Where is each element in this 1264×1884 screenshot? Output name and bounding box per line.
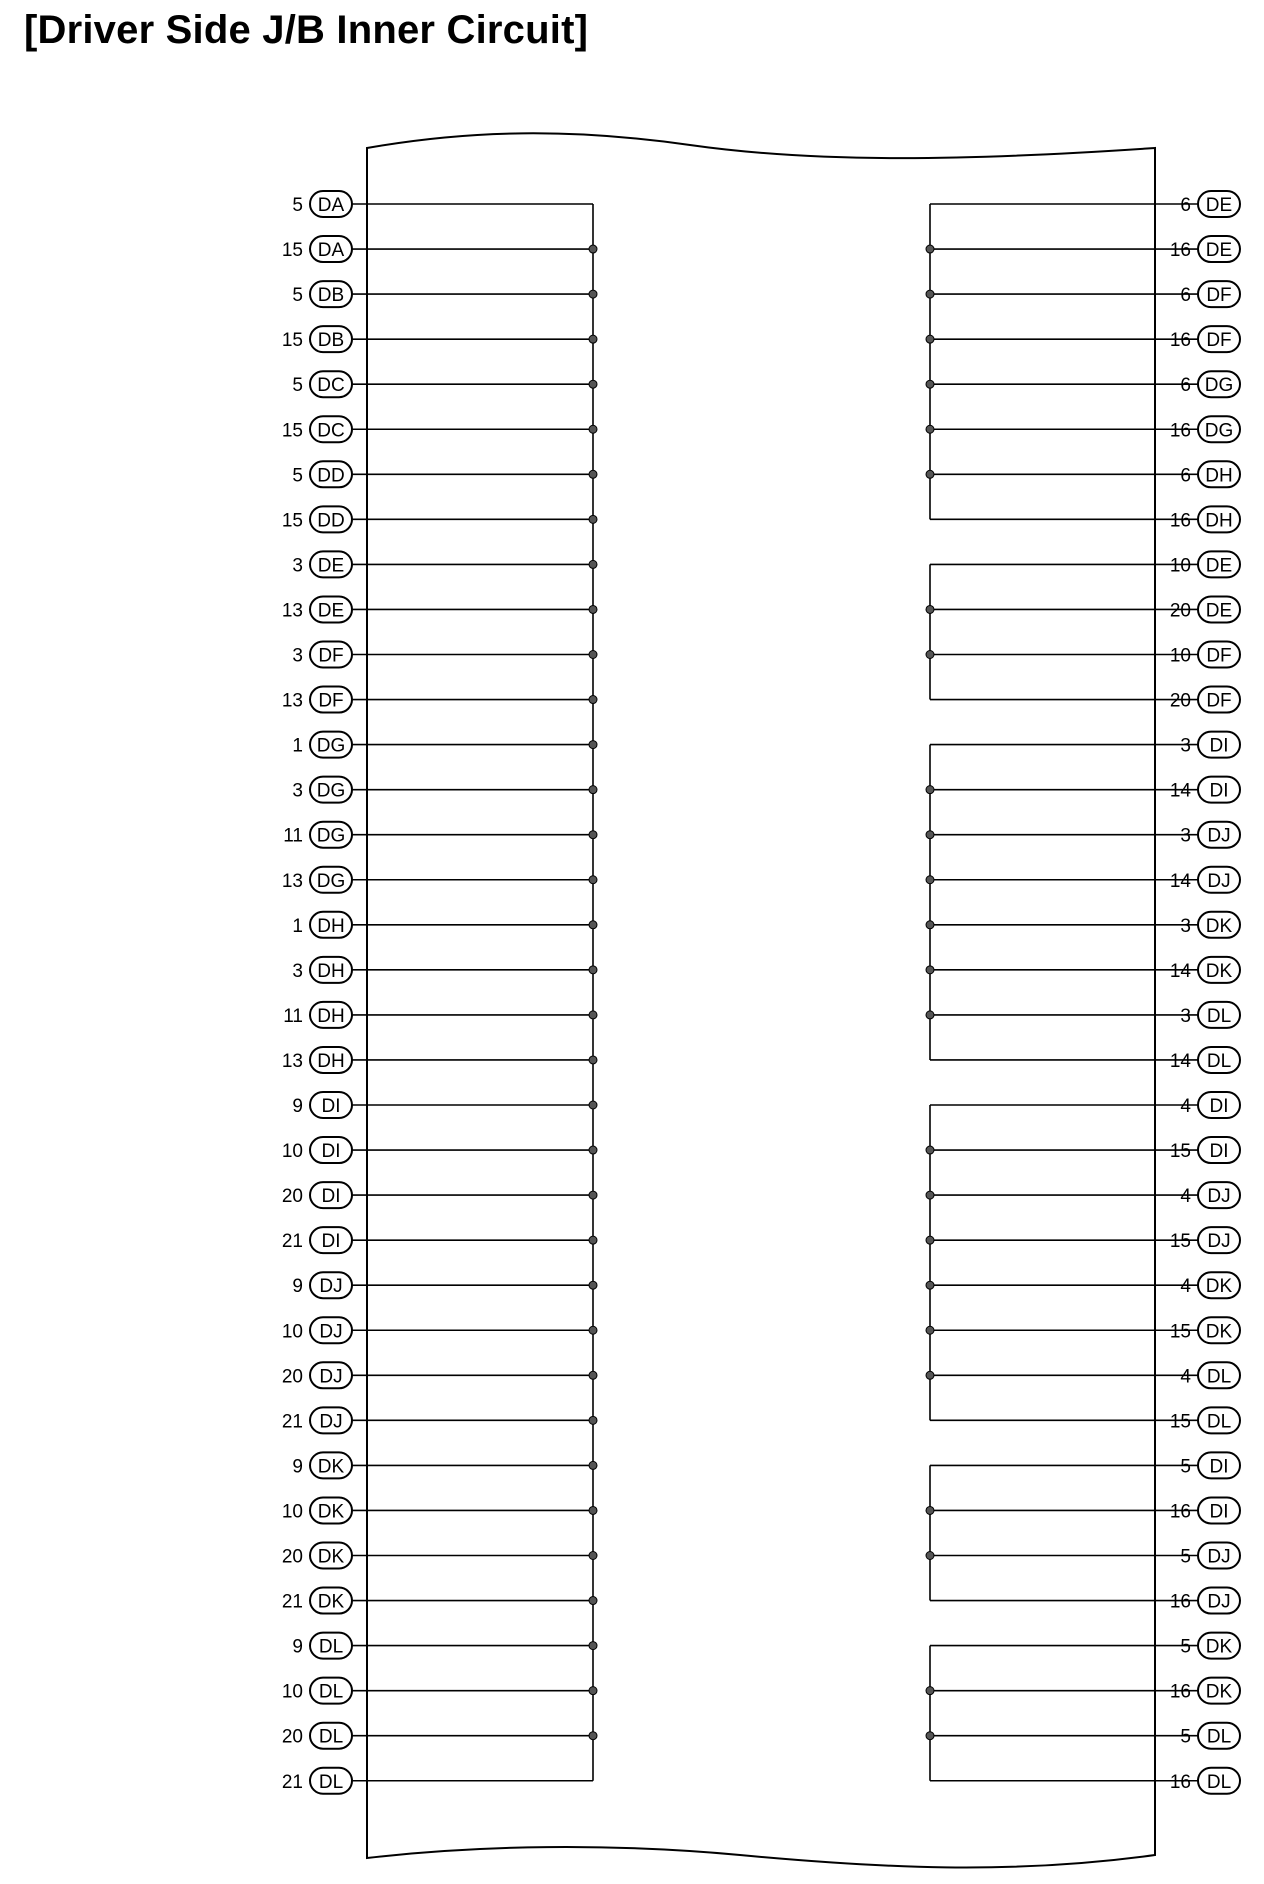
terminal-left-6: [282, 416, 352, 442]
page-title: [Driver Side J/B Inner Circuit]: [24, 8, 589, 52]
junction-dot: [926, 921, 934, 929]
junction-dot: [589, 335, 597, 343]
pin-number: 13: [281, 870, 303, 892]
pin-number: 3: [1180, 1005, 1191, 1027]
terminal-right-25: [1180, 1272, 1240, 1298]
pin-number: 11: [283, 825, 303, 847]
junction-dot: [589, 560, 597, 568]
junction-dot: [589, 1281, 597, 1289]
terminal-right-9: [1170, 551, 1240, 577]
junction-dot: [589, 605, 597, 613]
junction-dot: [589, 380, 597, 388]
terminal-left-1: [292, 191, 352, 217]
terminal-right-2: [1170, 236, 1240, 262]
pin-number: 5: [1180, 1456, 1191, 1478]
pin-number: 14: [1169, 780, 1191, 802]
junction-dot: [589, 1371, 597, 1379]
terminal-right-1: [1180, 191, 1240, 217]
junction-dot: [926, 1236, 934, 1244]
connector-code: DG: [316, 825, 346, 847]
connector-code: DJ: [1207, 1546, 1231, 1568]
connector-code: DL: [1206, 1771, 1232, 1793]
pin-number: 13: [281, 1050, 303, 1072]
connector-code: DG: [316, 780, 346, 802]
terminal-right-19: [1180, 1002, 1240, 1028]
junction-dot: [589, 831, 597, 839]
junction-dot: [926, 831, 934, 839]
terminal-left-29: [292, 1452, 352, 1478]
connector-code: DI: [321, 1096, 341, 1117]
terminal-right-6: [1170, 416, 1240, 442]
connector-code: DE: [1205, 555, 1233, 577]
junction-dot: [926, 335, 934, 343]
junction-dot: [926, 1281, 934, 1289]
junction-dot: [589, 741, 597, 749]
terminal-right-29: [1180, 1452, 1240, 1478]
connector-code: DI: [1209, 780, 1229, 802]
pin-number: 4: [1180, 1276, 1191, 1298]
pin-number: 9: [292, 1636, 303, 1658]
connector-code: DJ: [1207, 1591, 1231, 1613]
pin-number: 3: [292, 645, 303, 667]
terminal-left-17: [292, 912, 352, 938]
connector-code: DL: [1206, 1366, 1232, 1388]
terminal-left-15: [283, 822, 352, 848]
connector-code: DI: [321, 1186, 341, 1208]
connector-code: DK: [1205, 915, 1233, 937]
connector-code: DE: [1205, 195, 1233, 216]
connector-code: DJ: [1207, 1186, 1231, 1208]
junction-dot: [589, 966, 597, 974]
junction-dot: [589, 921, 597, 929]
terminal-right-10: [1170, 596, 1240, 622]
pin-number: 20: [281, 1366, 303, 1388]
junction-dot: [589, 1416, 597, 1424]
junction-dot: [589, 1056, 597, 1064]
junction-dot: [926, 1552, 934, 1560]
connector-code: DI: [1209, 1096, 1229, 1117]
terminal-left-36: [282, 1768, 352, 1794]
junction-dot: [926, 1011, 934, 1019]
connector-code: DI: [1209, 1141, 1229, 1163]
pin-number: 6: [1180, 285, 1191, 307]
connector-code: DJ: [1207, 870, 1231, 892]
terminal-left-32: [282, 1588, 352, 1614]
connector-code: DG: [316, 735, 346, 757]
connector-code: DK: [1205, 1681, 1233, 1703]
pin-number: 1: [292, 735, 303, 757]
terminal-right-7: [1180, 461, 1240, 487]
pin-number: 15: [1169, 1231, 1191, 1253]
pin-number: 13: [281, 600, 303, 622]
terminal-left-16: [282, 867, 352, 893]
junction-dot: [589, 1552, 597, 1560]
pin-number: 20: [281, 1726, 303, 1748]
junction-dot: [589, 1687, 597, 1695]
junction-dot: [589, 786, 597, 794]
connector-code: DJ: [319, 1321, 343, 1343]
connector-code: DJ: [319, 1366, 343, 1388]
terminal-right-32: [1170, 1588, 1240, 1614]
terminal-left-27: [282, 1362, 352, 1388]
terminal-right-4: [1170, 326, 1240, 352]
pin-number: 6: [1180, 375, 1191, 397]
junction-dot: [589, 1146, 597, 1154]
junction-dot: [926, 1146, 934, 1154]
connector-code: DH: [317, 1050, 345, 1072]
connector-code: DC: [317, 375, 345, 397]
junction-dot: [926, 290, 934, 298]
connector-code: DI: [1209, 1456, 1229, 1478]
junction-dot: [589, 515, 597, 523]
pin-number: 15: [281, 330, 303, 352]
junction-dot: [926, 1326, 934, 1334]
pin-number: 5: [292, 195, 303, 216]
junction-dot: [589, 1461, 597, 1469]
junction-dot: [589, 1236, 597, 1244]
terminal-right-24: [1170, 1227, 1240, 1253]
terminal-left-4: [282, 326, 352, 352]
pin-number: 20: [281, 1186, 303, 1208]
connector-code: DK: [1205, 1276, 1233, 1298]
pin-number: 10: [1169, 555, 1191, 577]
connector-code: DF: [318, 690, 344, 712]
terminal-right-23: [1180, 1182, 1240, 1208]
junction-block-outline: [367, 133, 1155, 1867]
terminal-left-24: [282, 1227, 352, 1253]
connector-code: DL: [318, 1726, 344, 1748]
pin-number: 3: [292, 780, 303, 802]
terminal-left-31: [282, 1543, 352, 1569]
junction-dot: [589, 651, 597, 659]
pin-number: 15: [281, 420, 303, 442]
junction-dot: [589, 1101, 597, 1109]
connector-code: DI: [321, 1231, 341, 1253]
terminal-left-23: [282, 1182, 352, 1208]
junction-dot: [926, 380, 934, 388]
pin-number: 16: [1169, 510, 1191, 532]
connector-code: DJ: [1207, 825, 1231, 847]
junction-dot: [926, 651, 934, 659]
terminal-left-21: [292, 1092, 352, 1118]
pin-number: 9: [292, 1276, 303, 1298]
pin-number: 16: [1169, 330, 1191, 352]
connector-code: DF: [1206, 330, 1232, 352]
junction-dot: [926, 966, 934, 974]
terminal-left-20: [282, 1047, 352, 1073]
pin-number: 6: [1180, 465, 1191, 487]
pin-number: 5: [1180, 1636, 1191, 1658]
connector-code: DK: [317, 1501, 345, 1523]
connector-code: DH: [317, 1005, 345, 1027]
terminal-right-27: [1180, 1362, 1240, 1388]
terminal-right-17: [1180, 912, 1240, 938]
terminal-right-12: [1170, 687, 1240, 713]
pin-number: 21: [281, 1411, 303, 1433]
connector-code: DD: [317, 510, 345, 532]
connector-code: DH: [317, 960, 345, 982]
connector-code: DL: [1206, 1726, 1232, 1748]
terminal-right-35: [1180, 1723, 1240, 1749]
connector-code: DK: [1205, 1636, 1233, 1658]
pin-number: 13: [281, 690, 303, 712]
terminal-right-15: [1180, 822, 1240, 848]
junction-dot: [589, 290, 597, 298]
pin-number: 16: [1169, 420, 1191, 442]
connector-code: DK: [317, 1546, 345, 1568]
pin-number: 21: [281, 1771, 303, 1793]
connector-code: DC: [317, 420, 345, 442]
pin-number: 20: [1169, 600, 1191, 622]
terminal-right-11: [1170, 642, 1240, 668]
pin-number: 21: [281, 1231, 303, 1253]
connector-code: DB: [317, 330, 345, 352]
connector-code: DF: [318, 645, 344, 667]
junction-dot: [589, 696, 597, 704]
pin-number: 3: [1180, 735, 1191, 757]
wire-layer: [352, 204, 1198, 1781]
junction-dot: [589, 470, 597, 478]
connector-code: DE: [317, 555, 345, 577]
pin-number: 20: [1169, 690, 1191, 712]
terminal-right-5: [1180, 371, 1240, 397]
terminal-left-2: [282, 236, 352, 262]
connector-code: DE: [1205, 240, 1233, 262]
terminal-left-10: [282, 596, 352, 622]
junction-dot: [589, 1642, 597, 1650]
connector-code: DJ: [319, 1276, 343, 1298]
pin-number: 4: [1180, 1186, 1191, 1208]
pin-number: 15: [1169, 1411, 1191, 1433]
pin-number: 14: [1169, 1050, 1191, 1072]
terminal-right-18: [1170, 957, 1240, 983]
connector-code: DL: [318, 1771, 344, 1793]
terminal-left-12: [282, 687, 352, 713]
pin-number: 3: [1180, 825, 1191, 847]
connector-code: DE: [317, 600, 345, 622]
terminal-layer: [282, 191, 1240, 1794]
terminal-right-36: [1170, 1768, 1240, 1794]
connector-code: DB: [317, 285, 345, 307]
terminal-left-33: [292, 1633, 352, 1659]
pin-number: 5: [292, 465, 303, 487]
connector-code: DK: [317, 1456, 345, 1478]
terminal-right-14: [1170, 777, 1240, 803]
connector-code: DG: [316, 870, 346, 892]
pin-number: 14: [1169, 960, 1191, 982]
pin-number: 16: [1169, 240, 1191, 262]
pin-number: 9: [292, 1096, 303, 1117]
terminal-right-16: [1170, 867, 1240, 893]
connector-code: DK: [1205, 1321, 1233, 1343]
pin-number: 16: [1169, 1681, 1191, 1703]
pin-number: 10: [281, 1321, 303, 1343]
junction-dot: [926, 1687, 934, 1695]
connector-code: DL: [1206, 1411, 1232, 1433]
junction-dot: [589, 245, 597, 253]
connector-code: DH: [317, 915, 345, 937]
terminal-left-34: [282, 1678, 352, 1704]
junction-dot: [926, 1506, 934, 1514]
junction-dot: [926, 605, 934, 613]
pin-number: 3: [292, 555, 303, 577]
terminal-right-3: [1180, 281, 1240, 307]
junction-dot: [926, 1732, 934, 1740]
junction-dot: [589, 1011, 597, 1019]
terminal-right-21: [1180, 1092, 1240, 1118]
connector-code: DL: [1206, 1050, 1232, 1072]
pin-number: 15: [281, 510, 303, 532]
terminal-left-35: [282, 1723, 352, 1749]
junction-dot: [926, 425, 934, 433]
connector-code: DK: [317, 1591, 345, 1613]
pin-number: 3: [292, 960, 303, 982]
pin-number: 16: [1169, 1501, 1191, 1523]
terminal-right-8: [1170, 506, 1240, 532]
pin-number: 10: [281, 1501, 303, 1523]
pin-number: 16: [1169, 1591, 1191, 1613]
connector-code: DI: [1209, 1501, 1229, 1523]
junction-dot: [589, 425, 597, 433]
connector-code: DL: [318, 1636, 344, 1658]
terminal-right-33: [1180, 1633, 1240, 1659]
junction-dot: [589, 1506, 597, 1514]
terminal-left-7: [292, 461, 352, 487]
connector-code: DL: [318, 1681, 344, 1703]
terminal-left-26: [282, 1317, 352, 1343]
junction-dot: [589, 1191, 597, 1199]
terminal-left-3: [292, 281, 352, 307]
connector-code: DE: [1205, 600, 1233, 622]
pin-number: 5: [1180, 1546, 1191, 1568]
terminal-right-22: [1170, 1137, 1240, 1163]
connector-code: DA: [317, 195, 345, 216]
terminal-left-5: [292, 371, 352, 397]
junction-dot: [926, 1371, 934, 1379]
connector-code: DH: [1205, 465, 1233, 487]
terminal-left-9: [292, 551, 352, 577]
pin-number: 4: [1180, 1366, 1191, 1388]
terminal-right-26: [1170, 1317, 1240, 1343]
connector-code: DG: [1204, 420, 1234, 442]
terminal-left-19: [283, 1002, 352, 1028]
terminal-right-31: [1180, 1543, 1240, 1569]
pin-number: 16: [1169, 1771, 1191, 1793]
junction-dot: [926, 876, 934, 884]
pin-number: 15: [1169, 1141, 1191, 1163]
pin-number: 4: [1180, 1096, 1191, 1117]
pin-number: 5: [1180, 1726, 1191, 1748]
terminal-left-8: [282, 506, 352, 532]
terminal-left-25: [292, 1272, 352, 1298]
terminal-left-28: [282, 1407, 352, 1433]
pin-number: 11: [283, 1005, 303, 1027]
connector-code: DG: [1204, 375, 1234, 397]
terminal-left-13: [292, 732, 352, 758]
junction-dot: [589, 876, 597, 884]
junction-dot: [589, 1326, 597, 1334]
terminal-left-14: [292, 777, 352, 803]
terminal-right-34: [1170, 1678, 1240, 1704]
pin-number: 21: [281, 1591, 303, 1613]
pin-number: 3: [1180, 915, 1191, 937]
connector-code: DD: [317, 465, 345, 487]
terminal-right-20: [1170, 1047, 1240, 1073]
pin-number: 10: [1169, 645, 1191, 667]
terminal-right-28: [1170, 1407, 1240, 1433]
pin-number: 5: [292, 285, 303, 307]
terminal-left-18: [292, 957, 352, 983]
junction-dot: [926, 245, 934, 253]
connector-code: DI: [1209, 735, 1229, 757]
terminal-left-22: [282, 1137, 352, 1163]
connector-code: DH: [1205, 510, 1233, 532]
pin-number: 15: [1169, 1321, 1191, 1343]
pin-number: 20: [281, 1546, 303, 1568]
junction-dot: [926, 786, 934, 794]
connector-code: DJ: [1207, 1231, 1231, 1253]
connector-code: DF: [1206, 645, 1232, 667]
pin-number: 14: [1169, 870, 1191, 892]
junction-dot: [589, 1597, 597, 1605]
connector-code: DK: [1205, 960, 1233, 982]
terminal-right-30: [1170, 1497, 1240, 1523]
pin-number: 1: [292, 915, 303, 937]
terminal-left-11: [292, 642, 352, 668]
pin-number: 6: [1180, 195, 1191, 216]
pin-number: 9: [292, 1456, 303, 1478]
pin-number: 15: [281, 240, 303, 262]
pin-number: 10: [281, 1141, 303, 1163]
pin-number: 10: [281, 1681, 303, 1703]
connector-code: DA: [317, 240, 345, 262]
connector-code: DI: [321, 1141, 341, 1163]
junction-dot: [926, 1191, 934, 1199]
junction-dot: [926, 470, 934, 478]
connector-code: DJ: [319, 1411, 343, 1433]
connector-code: DL: [1206, 1005, 1232, 1027]
terminal-right-13: [1180, 732, 1240, 758]
terminal-left-30: [282, 1497, 352, 1523]
pin-number: 5: [292, 375, 303, 397]
junction-dot: [589, 1732, 597, 1740]
connector-code: DF: [1206, 690, 1232, 712]
connector-code: DF: [1206, 285, 1232, 307]
